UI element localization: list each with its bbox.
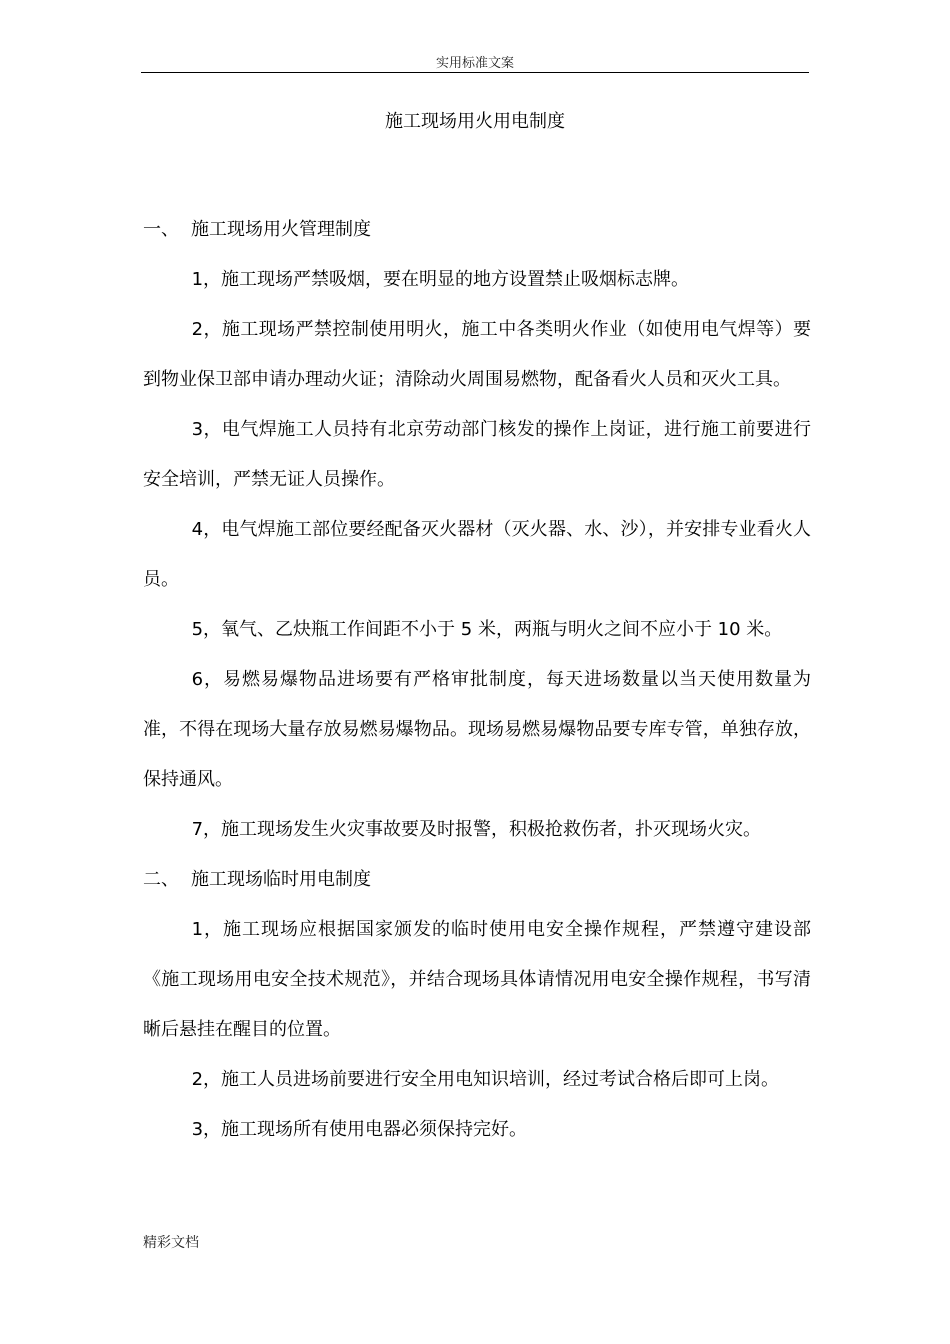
rule-item: 2，施工人员进场前要进行安全用电知识培训，经过考试合格后即可上岗。: [191, 1069, 780, 1090]
section-heading: [143, 855, 811, 905]
page-footer: 精彩文档: [143, 1235, 199, 1251]
section-heading: [143, 205, 811, 255]
document-title: 施工现场用火用电制度: [385, 111, 565, 132]
rule-item: 7，施工现场发生火灾事故要及时报警，积极抢救伤者，扑灭现场火灾。: [191, 819, 762, 840]
section-title: 施工现场用火管理制度: [191, 219, 371, 240]
rule-item: 1，施工现场应根据国家颁发的临时使用电安全操作规程，严禁遵守建设部《施工现场用电安全技术规范》，并结合现场具体请情况用电安全操作规程，书写清晰后悬挂在醒目的位置。: [143, 919, 811, 1040]
rule-item: 2，施工现场严禁控制使用明火，施工中各类明火作业（如使用电气焊等）要到物业保卫部申请办理动火证；清除动火周围易燃物，配备看火人员和灭火工具。: [143, 319, 811, 390]
rule-item: 1，施工现场严禁吸烟，要在明显的地方设置禁止吸烟标志牌。: [191, 269, 690, 290]
document-body: [143, 205, 811, 1155]
header-divider: [141, 72, 809, 73]
rule-item: 3，施工现场所有使用电器必须保持完好。: [191, 1119, 528, 1140]
rule-item: 4，电气焊施工部位要经配备灭火器材（灭火器、水、沙），并安排专业看火人员。: [143, 519, 811, 590]
section-number: 一、: [143, 219, 179, 240]
rule-item: 3，电气焊施工人员持有北京劳动部门核发的操作上岗证，进行施工前要进行安全培训，严禁无证人员操作。: [143, 419, 811, 490]
section-title: 施工现场临时用电制度: [191, 869, 371, 890]
rule-item: 6，易燃易爆物品进场要有严格审批制度，每天进场数量以当天使用数量为准，不得在现场大量存放易燃易爆物品。现场易燃易爆物品要专库专管，单独存放，保持通风。: [143, 669, 811, 790]
rule-item: 5，氧气、乙炔瓶工作间距不小于 5 米，两瓶与明火之间不应小于 10 米。: [191, 619, 783, 640]
section-number: 二、: [143, 869, 179, 890]
page-header: 实用标准文案: [435, 56, 514, 71]
